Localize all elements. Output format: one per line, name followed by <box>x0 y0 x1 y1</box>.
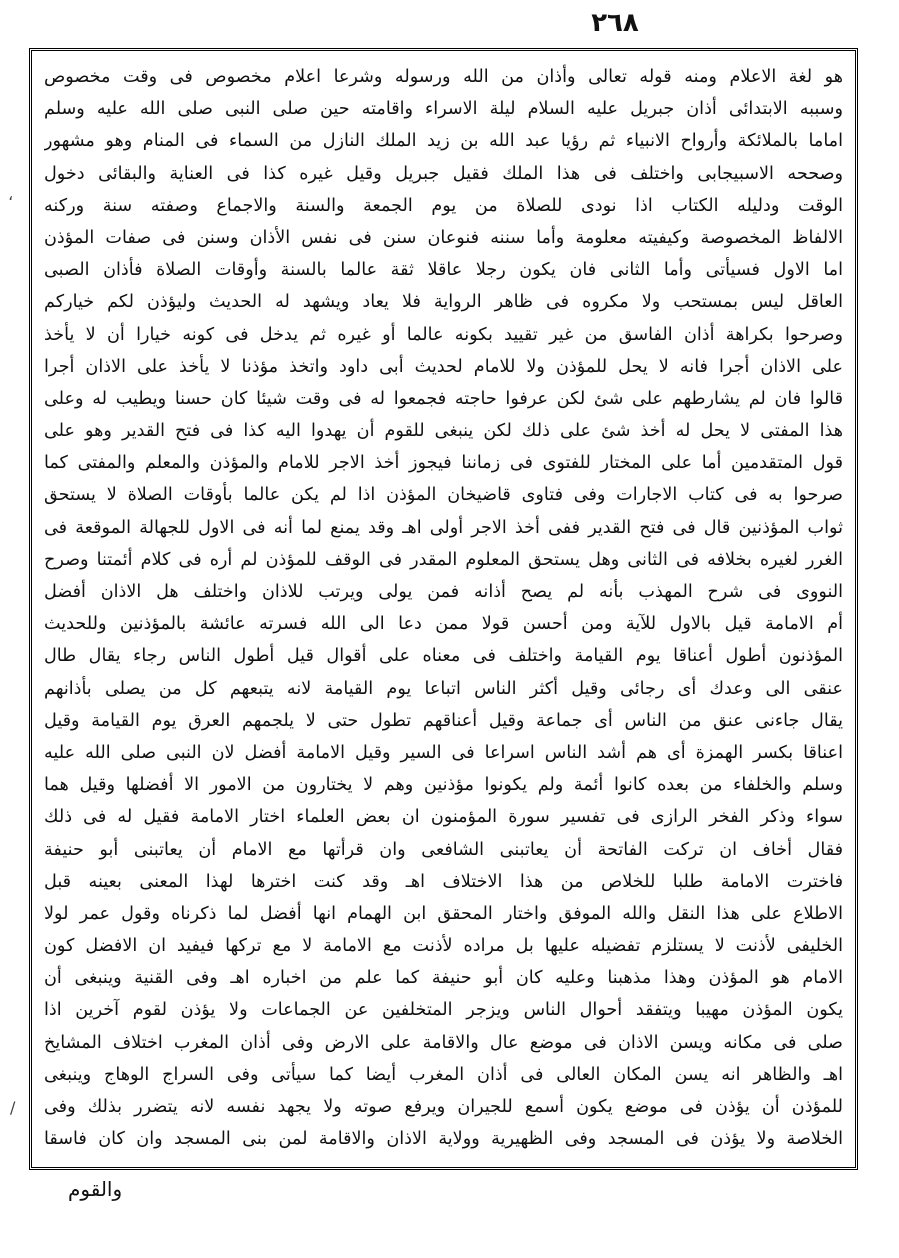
text-line: هذا المفتى لا يحل له أخذ شئ على ذلك لكن ينبغى للقوم أن يهدوا اليه كذا فى فتح القدير وهو على <box>44 421 843 442</box>
text-line: وسببه الابتدائى أذان جبريل عليه السلام ليلة الاسراء واقامته حين صلى النبى صلى الله عليه وسلم <box>44 99 843 120</box>
text-line: المؤذنون أطول أعناقا يوم القيامة واختلف فى معناه على أقوال قيل أطول الناس رجاء يقال طال <box>44 646 843 667</box>
text-line: قالوا فان لم يشارطهم على شئ لكن عرفوا حاجته فجمعوا له فى وقت شيئا كان حسنا ويطيب له وعلى <box>44 388 843 409</box>
text-frame <box>29 48 858 1170</box>
text-line: عنقى الى وعدك أى رجائى وقيل أكثر الناس اتباعا يوم القيامة لانه يتبعهم كل من يصلى بأذانهم <box>44 678 843 699</box>
text-line: الخليفى لأذنت لا يستلزم تفضيله عليها بل مراده لأذنت مع الامامة لا مع تركها فيفيد ان الافضل كون <box>44 936 843 957</box>
text-line: يكون المؤذن مهيبا ويتفقد أحوال الناس ويزجر المتخلفين عن الجماعات ولا يؤذن لقوم آخرين اذا <box>44 1000 843 1021</box>
catchword: والقوم <box>68 1177 123 1201</box>
text-line: الالفاظ المخصوصة وكيفيته معلومة وأما سننه فنوعان سنن فى نفس الأذان وسنن فى صفات المؤذن <box>44 227 843 248</box>
text-line: على الاذان أجرا فانه لا يحل للمؤذن ولا للامام لحديث أبى داود واتخذ مؤذنا لا يأخذ على الاذان أجرا <box>44 356 843 377</box>
text-line: صرحوا به فى كتاب الاجارات وفى فتاوى قاضيخان المؤذن اذا لم يكن عالما بأوقات الصلاة لا يستحق <box>44 485 843 506</box>
text-line: للمؤذن أن يؤذن فى موضع يكون أسمع للجيران ويرفع صوته ولا يجهد نفسه لانه يتضرر بذلك وفى <box>44 1097 843 1117</box>
text-line: الخلاصة ولا يؤذن فى المسجد وفى الظهيرية وولاية الاذان والاقامة لمن بنى المسجد وان كان فاسقا <box>44 1129 843 1150</box>
text-line: النووى فى شرح المهذب بأنه لم يصح أذانه فمن يولى ويرتب للاذان واختلف هل الاذان أفضل <box>44 582 843 602</box>
margin-mark-left: ، <box>8 185 14 204</box>
text-line: وسلم والخلفاء من بعده كانوا أئمة ولم يكونوا مؤذنين وهم لا يختارون من الامور الا أفضلها وقيل هما <box>44 775 843 796</box>
text-line: سواء وذكر الفخر الرازى فى تفسير سورة المؤمنون ان بعض العلماء اختار الامامة فقيل له فى ذلك <box>44 807 843 828</box>
margin-mark-bottom: / <box>10 1098 16 1117</box>
text-line: الوقت ودليله الكتاب اذا نودى للصلاة من يوم الجمعة والسنة والاجماع وصفته سنة وركنه <box>44 195 843 216</box>
text-line: اماما بالملائكة وأرواح الانبياء ثم رؤيا عبد الله بن زيد الملك النازل من السماء فى المنام وهو مشهور <box>44 131 843 152</box>
text-line: أم الامامة قيل بالاول للآية ومن أحسن قولا ممن دعا الى الله فسرته عائشة بالمؤذنين وللحديث <box>44 614 843 635</box>
text-line: هو لغة الاعلام ومنه قوله تعالى وأذان من الله ورسوله وشرعا اعلام مخصوص فى وقت مخصوص <box>44 67 843 87</box>
text-line: اعناقا بكسر الهمزة أى هم أشد الناس اسراعا فى السير وقيل الامامة أفضل لان النبى صلى الله عليه <box>44 742 843 763</box>
text-line: قول المتقدمين أما على المختار للفتوى فى زماننا فيجوز أخذ الاجر للامام والمؤذن والمعلم والمفتى كما <box>44 453 843 474</box>
text-line: العاقل ليس بمستحب ولا مكروه فى ظاهر الرواية فلا يعاد ويشهد له الحديث وليؤذن لكم خياركم <box>44 292 843 313</box>
text-line: يقال جاءنى عنق من الناس أى جماعة وقيل أعناقهم تطول حتى لا يلجمهم العرق يوم القيامة وقيل <box>44 710 843 731</box>
text-line: الامام هو المؤذن وهذا مذهبنا وعليه كان أبو حنيفة كما علم من اخباره اهـ وفى القنية وينبغى أن <box>44 968 843 989</box>
text-body <box>32 51 855 1159</box>
text-line: اما الاول فسيأتى وأما الثانى فان يكون رجلا عاقلا ثقة عالما بالسنة وأوقات الصلاة فأذان الصبى <box>44 260 843 281</box>
text-line: صلى فى مكانه ويسن الاذان فى موضع عال والاقامة على الارض وفى أذان المغرب اختلاف المشايخ <box>44 1032 843 1053</box>
page-number: ٢٦٨ <box>591 8 639 38</box>
text-line: اهـ والظاهر انه يسن المكان العالى فى أذان المغرب أيضا كما سيأتى وفى السراج الوهاج وينبغى <box>44 1064 843 1085</box>
text-line: فاخترت الامامة طلبا للخلاص من هذا الاختلاف اهـ وقد كنت اخترها لهذا المعنى بعينه قبل <box>44 871 843 892</box>
text-line: وصرحوا بكراهة أذان الفاسق من غير تقييد بكونه عالما أو غيره ثم يدخل فى كونه خيارا أن لا يأخذ <box>44 324 843 345</box>
text-line: فقال أخاف ان تركت الفاتحة أن يعاتبنى الشافعى وان قرأتها مع الامام أن يعاتبنى أبو حنيفة <box>44 839 843 860</box>
text-line: الاطلاع على هذا النقل والله الموفق واختار المحقق ابن الهمام انها أفضل لما ذكرناه وقول عمر لولا <box>44 903 843 924</box>
text-line: الغرر لغيره بخلافه فى الثانى وهل يستحق المعلوم المقدر فى الوقف للمؤذن لم أره فى كلام أئمتنا وصرح <box>44 549 843 570</box>
text-line: ثواب المؤذنين قال فى فتح القدير ففى أخذ الاجر أولى اهـ وقد يمنع لما أنه فى الاول للجهالة الموقعة فى <box>44 517 843 538</box>
text-line: وصححه الاسبيجابى واختلف فى هذا الملك فقيل جبريل وقيل غيره كذا فى العناية والبقائى دخول <box>44 163 843 184</box>
